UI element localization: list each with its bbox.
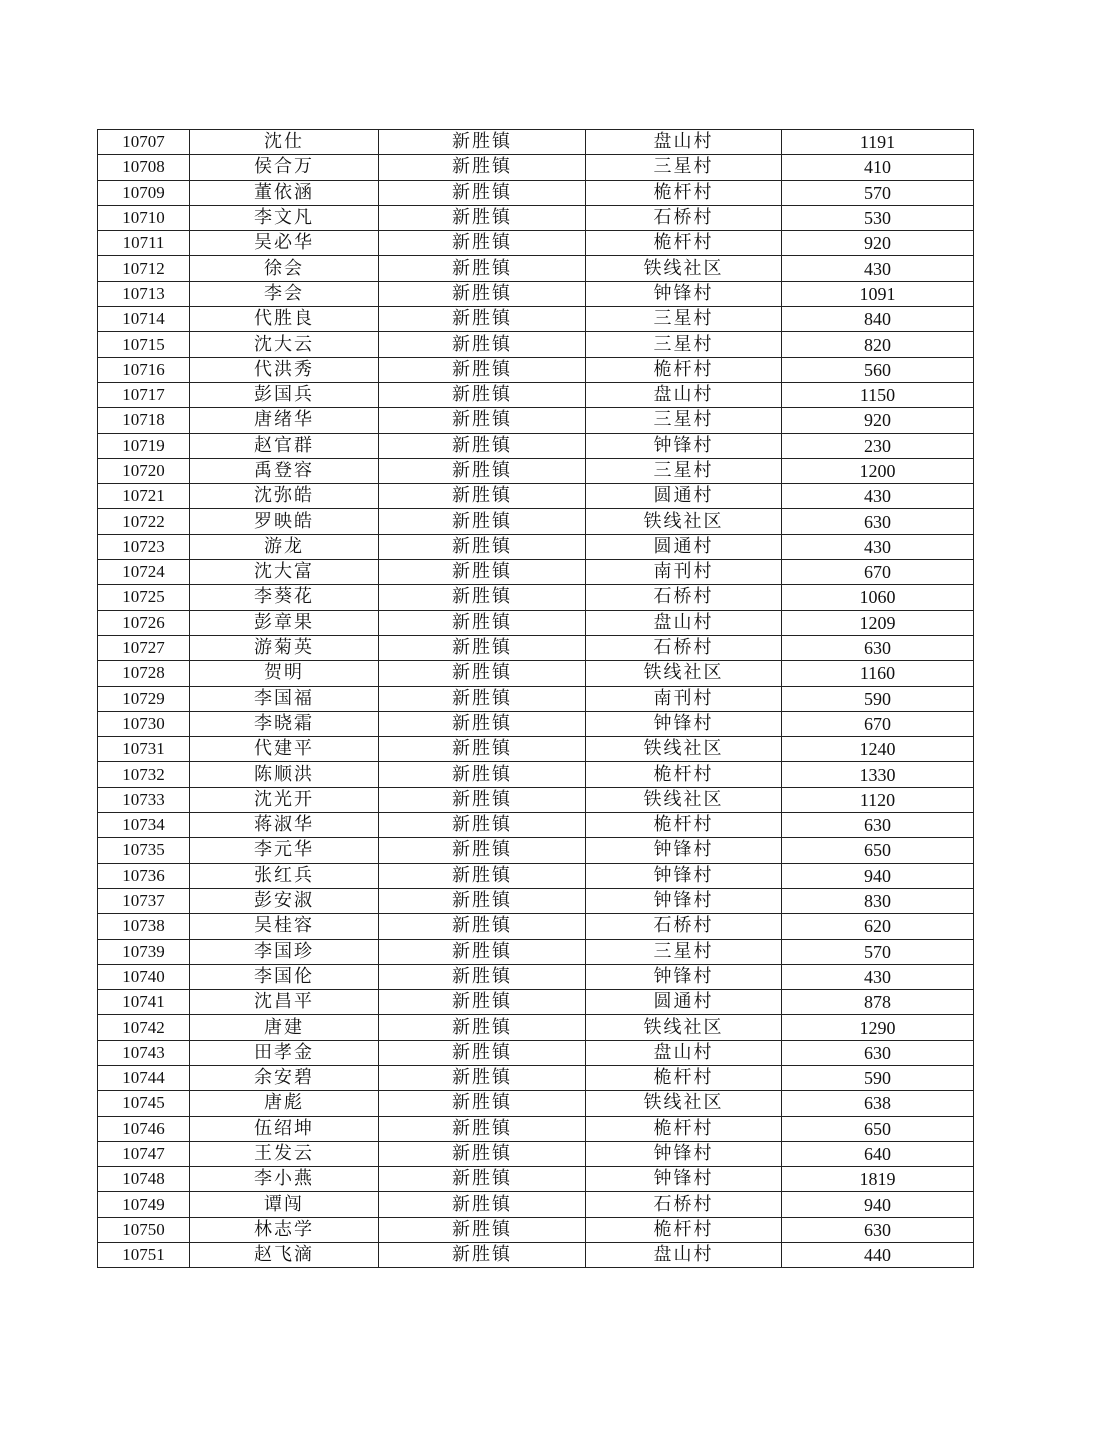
table-row [98,357,974,382]
town-cell: 新胜镇 [379,964,586,989]
town-cell: 新胜镇 [379,534,586,559]
table-row [98,990,974,1015]
person-name-cell: 唐彪 [190,1091,379,1116]
table-row [98,661,974,686]
row-id-cell: 10719 [98,433,190,458]
village-cell: 石桥村 [586,585,782,610]
town-cell: 新胜镇 [379,813,586,838]
row-id-cell: 10735 [98,838,190,863]
village-cell: 铁线社区 [586,661,782,686]
village-cell: 三星村 [586,155,782,180]
row-id-cell: 10733 [98,787,190,812]
amount-cell: 1191 [782,130,974,155]
amount-cell: 560 [782,357,974,382]
row-id-cell: 10746 [98,1116,190,1141]
row-id-cell: 10744 [98,1065,190,1090]
amount-cell: 670 [782,560,974,585]
amount-cell: 1120 [782,787,974,812]
table-row [98,787,974,812]
person-name-cell: 董依涵 [190,180,379,205]
village-cell: 三星村 [586,458,782,483]
table-row [98,610,974,635]
person-name-cell: 吴必华 [190,231,379,256]
table-row [98,484,974,509]
row-id-cell: 10747 [98,1141,190,1166]
amount-cell: 630 [782,509,974,534]
village-cell: 钟锋村 [586,711,782,736]
amount-cell: 1150 [782,382,974,407]
town-cell: 新胜镇 [379,939,586,964]
village-cell: 钟锋村 [586,863,782,888]
row-id-cell: 10728 [98,661,190,686]
table-row [98,1065,974,1090]
amount-cell: 570 [782,180,974,205]
row-id-cell: 10718 [98,408,190,433]
row-id-cell: 10748 [98,1167,190,1192]
table-row [98,180,974,205]
village-cell: 三星村 [586,939,782,964]
row-id-cell: 10715 [98,332,190,357]
town-cell: 新胜镇 [379,661,586,686]
town-cell: 新胜镇 [379,281,586,306]
person-name-cell: 禹登容 [190,458,379,483]
village-cell: 钟锋村 [586,281,782,306]
table-row [98,231,974,256]
person-name-cell: 陈顺洪 [190,762,379,787]
table-row [98,939,974,964]
town-cell: 新胜镇 [379,332,586,357]
amount-cell: 570 [782,939,974,964]
village-cell: 南刊村 [586,686,782,711]
person-name-cell: 沈光开 [190,787,379,812]
village-cell: 石桥村 [586,205,782,230]
village-cell: 铁线社区 [586,1091,782,1116]
village-cell: 钟锋村 [586,964,782,989]
village-cell: 南刊村 [586,560,782,585]
person-name-cell: 彭章果 [190,610,379,635]
person-name-cell: 代胜良 [190,307,379,332]
village-cell: 铁线社区 [586,509,782,534]
village-cell: 桅杆村 [586,813,782,838]
row-id-cell: 10722 [98,509,190,534]
amount-cell: 630 [782,813,974,838]
person-name-cell: 赵官群 [190,433,379,458]
amount-cell: 1200 [782,458,974,483]
town-cell: 新胜镇 [379,231,586,256]
town-cell: 新胜镇 [379,307,586,332]
person-name-cell: 代建平 [190,737,379,762]
village-cell: 三星村 [586,408,782,433]
village-cell: 圆通村 [586,990,782,1015]
village-cell: 钟锋村 [586,433,782,458]
row-id-cell: 10720 [98,458,190,483]
row-id-cell: 10751 [98,1243,190,1268]
row-id-cell: 10707 [98,130,190,155]
village-cell: 石桥村 [586,635,782,660]
table-row [98,281,974,306]
roster-table [97,129,974,1268]
person-name-cell: 李会 [190,281,379,306]
town-cell: 新胜镇 [379,787,586,812]
table-row [98,458,974,483]
row-id-cell: 10724 [98,560,190,585]
town-cell: 新胜镇 [379,686,586,711]
person-name-cell: 吴桂容 [190,914,379,939]
town-cell: 新胜镇 [379,762,586,787]
person-name-cell: 游龙 [190,534,379,559]
amount-cell: 830 [782,888,974,913]
amount-cell: 1290 [782,1015,974,1040]
person-name-cell: 沈仕 [190,130,379,155]
row-id-cell: 10750 [98,1217,190,1242]
village-cell: 桅杆村 [586,357,782,382]
table-row [98,635,974,660]
person-name-cell: 谭闯 [190,1192,379,1217]
amount-cell: 940 [782,1192,974,1217]
amount-cell: 630 [782,1217,974,1242]
village-cell: 盘山村 [586,1040,782,1065]
person-name-cell: 张红兵 [190,863,379,888]
row-id-cell: 10708 [98,155,190,180]
table-row [98,1243,974,1268]
village-cell: 铁线社区 [586,256,782,281]
town-cell: 新胜镇 [379,130,586,155]
table-row [98,155,974,180]
village-cell: 盘山村 [586,610,782,635]
amount-cell: 1060 [782,585,974,610]
town-cell: 新胜镇 [379,382,586,407]
town-cell: 新胜镇 [379,635,586,660]
person-name-cell: 彭国兵 [190,382,379,407]
person-name-cell: 贺明 [190,661,379,686]
village-cell: 桅杆村 [586,180,782,205]
person-name-cell: 蒋淑华 [190,813,379,838]
village-cell: 铁线社区 [586,737,782,762]
town-cell: 新胜镇 [379,1091,586,1116]
amount-cell: 650 [782,1116,974,1141]
town-cell: 新胜镇 [379,1192,586,1217]
table-row [98,408,974,433]
person-name-cell: 沈大云 [190,332,379,357]
row-id-cell: 10730 [98,711,190,736]
table-row [98,130,974,155]
amount-cell: 590 [782,1065,974,1090]
town-cell: 新胜镇 [379,585,586,610]
village-cell: 桅杆村 [586,1065,782,1090]
person-name-cell: 李小燕 [190,1167,379,1192]
amount-cell: 1819 [782,1167,974,1192]
amount-cell: 230 [782,433,974,458]
row-id-cell: 10713 [98,281,190,306]
person-name-cell: 唐绪华 [190,408,379,433]
amount-cell: 530 [782,205,974,230]
row-id-cell: 10731 [98,737,190,762]
table-row [98,1141,974,1166]
table-row [98,1015,974,1040]
row-id-cell: 10712 [98,256,190,281]
town-cell: 新胜镇 [379,458,586,483]
row-id-cell: 10732 [98,762,190,787]
town-cell: 新胜镇 [379,914,586,939]
table-row [98,534,974,559]
table-row [98,1217,974,1242]
amount-cell: 1160 [782,661,974,686]
table-row [98,914,974,939]
person-name-cell: 游菊英 [190,635,379,660]
amount-cell: 410 [782,155,974,180]
amount-cell: 670 [782,711,974,736]
village-cell: 三星村 [586,332,782,357]
person-name-cell: 林志学 [190,1217,379,1242]
person-name-cell: 余安碧 [190,1065,379,1090]
row-id-cell: 10743 [98,1040,190,1065]
village-cell: 钟锋村 [586,888,782,913]
table-row [98,307,974,332]
row-id-cell: 10723 [98,534,190,559]
person-name-cell: 沈大富 [190,560,379,585]
village-cell: 钟锋村 [586,838,782,863]
village-cell: 桅杆村 [586,762,782,787]
person-name-cell: 李晓霜 [190,711,379,736]
village-cell: 桅杆村 [586,231,782,256]
amount-cell: 620 [782,914,974,939]
person-name-cell: 伍绍坤 [190,1116,379,1141]
person-name-cell: 赵飞滴 [190,1243,379,1268]
village-cell: 桅杆村 [586,1217,782,1242]
village-cell: 三星村 [586,307,782,332]
table-row [98,964,974,989]
amount-cell: 1330 [782,762,974,787]
amount-cell: 590 [782,686,974,711]
amount-cell: 1240 [782,737,974,762]
town-cell: 新胜镇 [379,838,586,863]
town-cell: 新胜镇 [379,205,586,230]
amount-cell: 878 [782,990,974,1015]
village-cell: 桅杆村 [586,1116,782,1141]
row-id-cell: 10740 [98,964,190,989]
town-cell: 新胜镇 [379,560,586,585]
amount-cell: 630 [782,635,974,660]
person-name-cell: 李国伦 [190,964,379,989]
town-cell: 新胜镇 [379,610,586,635]
village-cell: 盘山村 [586,130,782,155]
person-name-cell: 李葵花 [190,585,379,610]
amount-cell: 820 [782,332,974,357]
person-name-cell: 李元华 [190,838,379,863]
person-name-cell: 唐建 [190,1015,379,1040]
town-cell: 新胜镇 [379,509,586,534]
village-cell: 盘山村 [586,382,782,407]
town-cell: 新胜镇 [379,1167,586,1192]
table-row [98,686,974,711]
village-cell: 铁线社区 [586,1015,782,1040]
row-id-cell: 10717 [98,382,190,407]
town-cell: 新胜镇 [379,357,586,382]
town-cell: 新胜镇 [379,863,586,888]
amount-cell: 638 [782,1091,974,1116]
village-cell: 圆通村 [586,484,782,509]
person-name-cell: 王发云 [190,1141,379,1166]
row-id-cell: 10738 [98,914,190,939]
row-id-cell: 10709 [98,180,190,205]
town-cell: 新胜镇 [379,155,586,180]
row-id-cell: 10729 [98,686,190,711]
table-row [98,762,974,787]
village-cell: 石桥村 [586,1192,782,1217]
town-cell: 新胜镇 [379,1065,586,1090]
person-name-cell: 罗映皓 [190,509,379,534]
table-row [98,1091,974,1116]
town-cell: 新胜镇 [379,990,586,1015]
table-row [98,382,974,407]
town-cell: 新胜镇 [379,1243,586,1268]
village-cell: 石桥村 [586,914,782,939]
town-cell: 新胜镇 [379,433,586,458]
town-cell: 新胜镇 [379,737,586,762]
village-cell: 铁线社区 [586,787,782,812]
row-id-cell: 10734 [98,813,190,838]
person-name-cell: 李国福 [190,686,379,711]
table-row [98,256,974,281]
table-row [98,560,974,585]
table-row [98,205,974,230]
row-id-cell: 10742 [98,1015,190,1040]
amount-cell: 650 [782,838,974,863]
row-id-cell: 10721 [98,484,190,509]
town-cell: 新胜镇 [379,256,586,281]
town-cell: 新胜镇 [379,180,586,205]
amount-cell: 940 [782,863,974,888]
person-name-cell: 彭安淑 [190,888,379,913]
village-cell: 钟锋村 [586,1167,782,1192]
table-row [98,433,974,458]
row-id-cell: 10714 [98,307,190,332]
amount-cell: 430 [782,534,974,559]
town-cell: 新胜镇 [379,1217,586,1242]
table-row [98,838,974,863]
amount-cell: 430 [782,964,974,989]
table-row [98,1040,974,1065]
amount-cell: 440 [782,1243,974,1268]
amount-cell: 1091 [782,281,974,306]
row-id-cell: 10716 [98,357,190,382]
table-row [98,813,974,838]
person-name-cell: 代洪秀 [190,357,379,382]
amount-cell: 840 [782,307,974,332]
table-row [98,888,974,913]
village-cell: 钟锋村 [586,1141,782,1166]
town-cell: 新胜镇 [379,1141,586,1166]
row-id-cell: 10739 [98,939,190,964]
row-id-cell: 10736 [98,863,190,888]
person-name-cell: 李国珍 [190,939,379,964]
person-name-cell: 侯合万 [190,155,379,180]
person-name-cell: 沈弥皓 [190,484,379,509]
town-cell: 新胜镇 [379,1116,586,1141]
row-id-cell: 10737 [98,888,190,913]
row-id-cell: 10741 [98,990,190,1015]
person-name-cell: 徐会 [190,256,379,281]
person-name-cell: 李文凡 [190,205,379,230]
table-row [98,863,974,888]
row-id-cell: 10725 [98,585,190,610]
village-cell: 盘山村 [586,1243,782,1268]
person-name-cell: 田孝金 [190,1040,379,1065]
amount-cell: 640 [782,1141,974,1166]
table-row [98,585,974,610]
table-row [98,711,974,736]
town-cell: 新胜镇 [379,711,586,736]
row-id-cell: 10745 [98,1091,190,1116]
row-id-cell: 10749 [98,1192,190,1217]
row-id-cell: 10727 [98,635,190,660]
person-name-cell: 沈昌平 [190,990,379,1015]
table-row [98,737,974,762]
amount-cell: 920 [782,408,974,433]
row-id-cell: 10726 [98,610,190,635]
town-cell: 新胜镇 [379,1015,586,1040]
amount-cell: 430 [782,484,974,509]
village-cell: 圆通村 [586,534,782,559]
table-row [98,1116,974,1141]
amount-cell: 630 [782,1040,974,1065]
town-cell: 新胜镇 [379,408,586,433]
amount-cell: 1209 [782,610,974,635]
table-row [98,1192,974,1217]
row-id-cell: 10711 [98,231,190,256]
roster-table-body [98,130,974,1268]
table-row [98,509,974,534]
town-cell: 新胜镇 [379,484,586,509]
table-row [98,332,974,357]
town-cell: 新胜镇 [379,888,586,913]
town-cell: 新胜镇 [379,1040,586,1065]
amount-cell: 920 [782,231,974,256]
row-id-cell: 10710 [98,205,190,230]
amount-cell: 430 [782,256,974,281]
table-row [98,1167,974,1192]
